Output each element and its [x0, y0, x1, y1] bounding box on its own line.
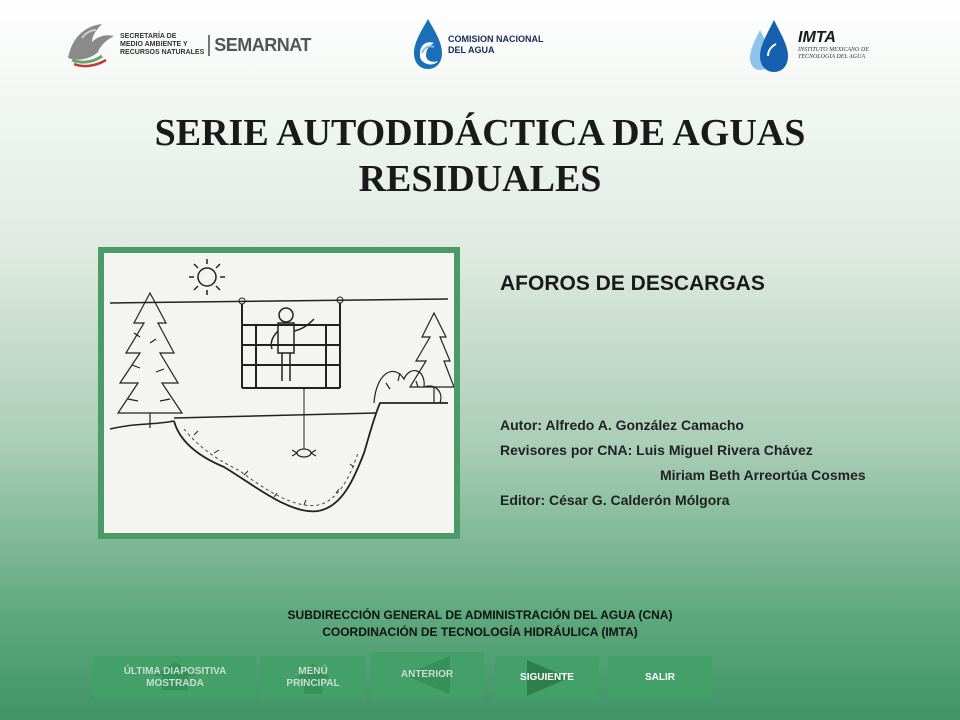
main-menu-label: MENÚ PRINCIPAL — [286, 666, 340, 689]
semarnat-wordmark: SEMARNAT — [208, 35, 311, 56]
last-viewed-label: ÚLTIMA DIAPOSITIVA MOSTRADA — [123, 666, 227, 689]
previous-button[interactable] — [370, 652, 484, 698]
semarnat-line-2: MEDIO AMBIENTE Y — [120, 41, 188, 48]
cna-logo — [410, 14, 544, 76]
imta-wordmark: IMTA — [798, 29, 836, 46]
illustration-frame — [98, 247, 460, 539]
title-line-1: SERIE AUTODIDÁCTICA DE AGUAS — [154, 112, 806, 154]
cna-line-1: COMISION NACIONAL — [448, 34, 544, 44]
footer — [0, 607, 960, 641]
current-meter-icon — [292, 449, 316, 457]
semarnat-line-3: RECURSOS NATURALES — [120, 49, 205, 56]
imta-line-1: INSTITUTO MEXICANO DE — [798, 47, 869, 53]
semarnat-eagle-icon — [62, 18, 118, 72]
cable-car — [242, 303, 340, 388]
exit-button[interactable] — [608, 656, 712, 700]
illustration — [104, 253, 454, 533]
river-gauging-sketch — [104, 253, 454, 533]
right-tree — [374, 313, 454, 403]
title-line-2: RESIDUALES — [358, 158, 602, 200]
next-label: SIGUIENTE — [520, 672, 574, 683]
last-viewed-button[interactable] — [94, 656, 256, 700]
imta-line-2: TECNOLOGÍA DEL AGUA — [798, 54, 866, 60]
next-button[interactable] — [495, 656, 599, 700]
previous-label: ANTERIOR — [400, 669, 454, 680]
footer-line-1: SUBDIRECCIÓN GENERAL DE ADMINISTRACIÓN DEL AGUA (CNA) — [287, 608, 673, 622]
cna-line-2: DEL AGUA — [448, 45, 495, 55]
exit-label: SALIR — [645, 672, 675, 683]
imta-drop-icon — [746, 16, 794, 74]
imta-logo — [746, 14, 869, 76]
subtitle: AFOROS DE DESCARGAS — [500, 272, 765, 295]
credits — [500, 417, 866, 517]
semarnat-logo — [62, 14, 311, 76]
credit-revisor-2: Miriam Beth Arreortúa Cosmes — [660, 467, 866, 483]
main-menu-button[interactable] — [260, 656, 366, 700]
sun-icon — [189, 259, 225, 295]
cna-drop-icon — [410, 17, 446, 73]
credit-autor: Autor: Alfredo A. González Camacho — [500, 417, 744, 433]
footer-line-2: COORDINACIÓN DE TECNOLOGÍA HIDRÁULICA (IMTA) — [322, 625, 638, 639]
left-tree — [118, 293, 182, 428]
semarnat-line-1: SECRETARÍA DE — [120, 33, 177, 40]
credit-editor: Editor: César G. Calderón Mólgora — [500, 492, 730, 508]
credit-revisores: Revisores por CNA: Luis Miguel Rivera Chávez — [500, 442, 813, 458]
page-title — [80, 110, 880, 202]
logo-bar — [0, 0, 960, 90]
